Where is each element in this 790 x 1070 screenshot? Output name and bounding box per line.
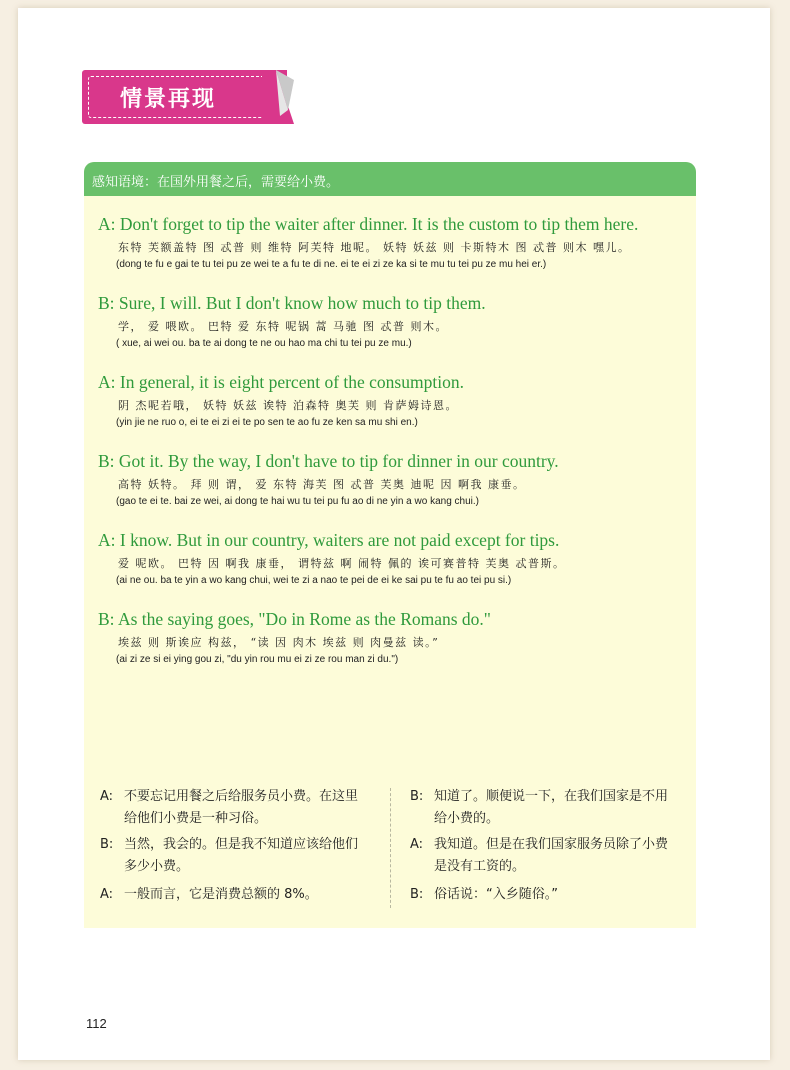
english-line: B: Sure, I will. But I don't know how much to tip them. bbox=[98, 293, 486, 313]
translation-text: 知道了。顺便说一下，在我们国家是不用给小费的。 bbox=[434, 789, 669, 826]
translation-text: 不要忘记用餐之后给服务员小费。在这里给他们小费是一种习俗。 bbox=[124, 789, 359, 826]
translation-text: 当然，我会的。但是我不知道应该给他们多少小费。 bbox=[124, 837, 359, 874]
pinyin-line: (ai zi ze si ei ying gou zi, "du yin rou mu ei zi ze rou man zi du.") bbox=[116, 654, 399, 665]
english-line: B: Got it. By the way, I don't have to tip for dinner in our country. bbox=[98, 451, 559, 471]
english-line: A: Don't forget to tip the waiter after dinner. It is the custom to tip them here. bbox=[98, 214, 639, 234]
chinese-phonetic-line: 爱 呢欧。 巴特 因 啊我 康垂， 谓特兹 啊 闹特 佩的 诶可赛普特 芙奥 忒普斯。 bbox=[118, 557, 566, 570]
translation-item bbox=[410, 884, 680, 906]
column-divider bbox=[390, 788, 391, 908]
speaker-label: A: bbox=[100, 789, 114, 804]
page-number: 112 bbox=[86, 1016, 107, 1031]
pinyin-line: (ai ne ou. ba te yin a wo kang chui, wei te zi a nao te pei de ei ke sai pu te fu ao tei pu si.) bbox=[116, 575, 512, 586]
page-curl-icon bbox=[262, 70, 294, 124]
translation-text: 一般而言，它是消费总额的 8%。 bbox=[124, 887, 318, 902]
chinese-phonetic-line: 阴 杰呢若哦， 妖特 妖兹 诶特 泊森特 奥芙 则 肯萨姆诗恩。 bbox=[118, 399, 458, 412]
dialogue-line bbox=[98, 609, 688, 665]
chinese-phonetic-line: 高特 妖特。 拜 则 谓， 爱 东特 海芙 图 忒普 芙奥 迪呢 因 啊我 康垂。 bbox=[118, 478, 526, 491]
speaker-label: B: bbox=[410, 789, 424, 804]
context-label: 感知语境：在国外用餐之后，需要给小费。 bbox=[92, 175, 340, 190]
section-title: 情景再现 bbox=[120, 87, 217, 112]
dialogue-line bbox=[98, 214, 688, 270]
translation-item bbox=[100, 834, 370, 878]
dialogue-line bbox=[98, 530, 688, 586]
speaker-label: A: bbox=[100, 887, 114, 902]
dialogue-line bbox=[98, 451, 688, 507]
speaker-label: A: bbox=[410, 837, 424, 852]
translation-text: 我知道。但是在我们国家服务员除了小费是没有工资的。 bbox=[434, 837, 669, 874]
english-line: A: I know. But in our country, waiters are not paid except for tips. bbox=[98, 530, 560, 550]
dialogue-line bbox=[98, 293, 688, 349]
translation-text: 俗话说：“入乡随俗。” bbox=[434, 887, 558, 902]
english-line: A: In general, it is eight percent of the consumption. bbox=[98, 372, 464, 392]
english-line: B: As the saying goes, "Do in Rome as the Romans do." bbox=[98, 609, 491, 629]
chinese-phonetic-line: 东特 芙额盖特 图 忒普 则 维特 阿芙特 地呢。 妖特 妖兹 则 卡斯特木 图 忒普 则木 嘿儿。 bbox=[118, 241, 631, 254]
dialogue-line bbox=[98, 372, 688, 428]
chinese-phonetic-line: 学， 爱 喂欧。 巴特 爱 东特 呢锅 蒿 马驰 图 忒普 则木。 bbox=[118, 320, 448, 333]
speaker-label: B: bbox=[100, 837, 114, 852]
translation-item bbox=[100, 786, 370, 830]
pinyin-line: (yin jie ne ruo o, ei te ei zi ei te po sen te ao fu ze ken sa mu shi en.) bbox=[116, 417, 418, 428]
translation-item bbox=[100, 884, 370, 906]
translation-item bbox=[410, 834, 680, 878]
section-banner bbox=[82, 70, 287, 124]
translation-item bbox=[410, 786, 680, 830]
chinese-phonetic-line: 埃兹 则 斯诶应 构兹， “读 因 肉木 埃兹 则 肉曼兹 读。” bbox=[118, 636, 440, 649]
pinyin-line: (gao te ei te. bai ze wei, ai dong te hai wu tu tei pu fu ao di ne yin a wo kang chui.) bbox=[116, 496, 480, 507]
pinyin-line: (dong te fu e gai te tu tei pu ze wei te a fu te di ne. ei te ei zi ze ka si te mu tu tei pu ze mu hei er.) bbox=[116, 259, 547, 270]
speaker-label: B: bbox=[410, 887, 424, 902]
pinyin-line: ( xue, ai wei ou. ba te ai dong te ne ou hao ma chi tu tei pu ze mu.) bbox=[116, 338, 412, 349]
